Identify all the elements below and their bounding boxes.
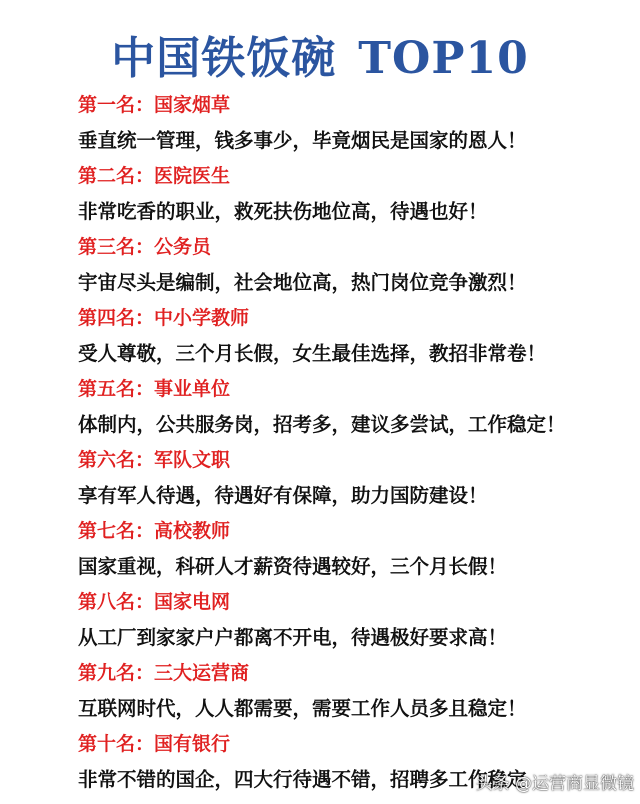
rank-description: 国家重视，科研人才薪资待遇较好，三个月长假！: [78, 555, 508, 578]
ranking-item-8: [78, 585, 618, 656]
ranking-item-9: [78, 656, 618, 727]
rank-label: 第四名：中小学教师: [78, 307, 250, 329]
watermark: 头条 @运营商显微镜: [475, 774, 634, 794]
rank-description: 互联网时代，人人都需要，需要工作人员多且稳定！: [78, 697, 527, 720]
ranking-item-5: [78, 372, 618, 443]
ranking-item-2: [78, 159, 618, 230]
ranking-item-6: [78, 443, 618, 514]
rank-label: 第七名：高校教师: [78, 520, 231, 542]
rank-description: 体制内，公共服务岗，招考多，建议多尝试，工作稳定！: [78, 413, 566, 436]
rank-description: 非常吃香的职业，救死扶伤地位高，待遇也好！: [78, 200, 488, 223]
rank-description: 享有军人待遇，待遇好有保障，助力国防建设！: [78, 484, 488, 507]
rank-description: 非常不错的国企，四大行待遇不错，招聘多工作稳定: [78, 768, 527, 791]
ranking-list: [78, 88, 618, 798]
rank-description: 受人尊敬，三个月长假，女生最佳选择，教招非常卷！: [78, 342, 547, 365]
page-title-suffix: TOP10: [358, 33, 529, 84]
rank-label: 第三名：公务员: [78, 236, 212, 258]
ranking-item-3: [78, 230, 618, 301]
rank-label: 第八名：国家电网: [78, 591, 231, 613]
rank-description: 从工厂到家家户户都离不开电，待遇极好要求高！: [78, 626, 508, 649]
rank-label: 第九名：三大运营商: [78, 662, 250, 684]
page-title: [0, 22, 640, 86]
ranking-item-7: [78, 514, 618, 585]
rank-label: 第六名：军队文职: [78, 449, 231, 471]
rank-label: 第一名：国家烟草: [78, 94, 231, 116]
rank-description: 垂直统一管理，钱多事少，毕竟烟民是国家的恩人！: [78, 129, 527, 152]
ranking-item-4: [78, 301, 618, 372]
rank-description: 宇宙尽头是编制，社会地位高，热门岗位竞争激烈！: [78, 271, 527, 294]
rank-label: 第五名：事业单位: [78, 378, 231, 400]
rank-label: 第十名：国有银行: [78, 733, 231, 755]
rank-label: 第二名：医院医生: [78, 165, 231, 187]
ranking-item-1: [78, 88, 618, 159]
page-title-main: 中国铁饭碗: [111, 33, 337, 84]
